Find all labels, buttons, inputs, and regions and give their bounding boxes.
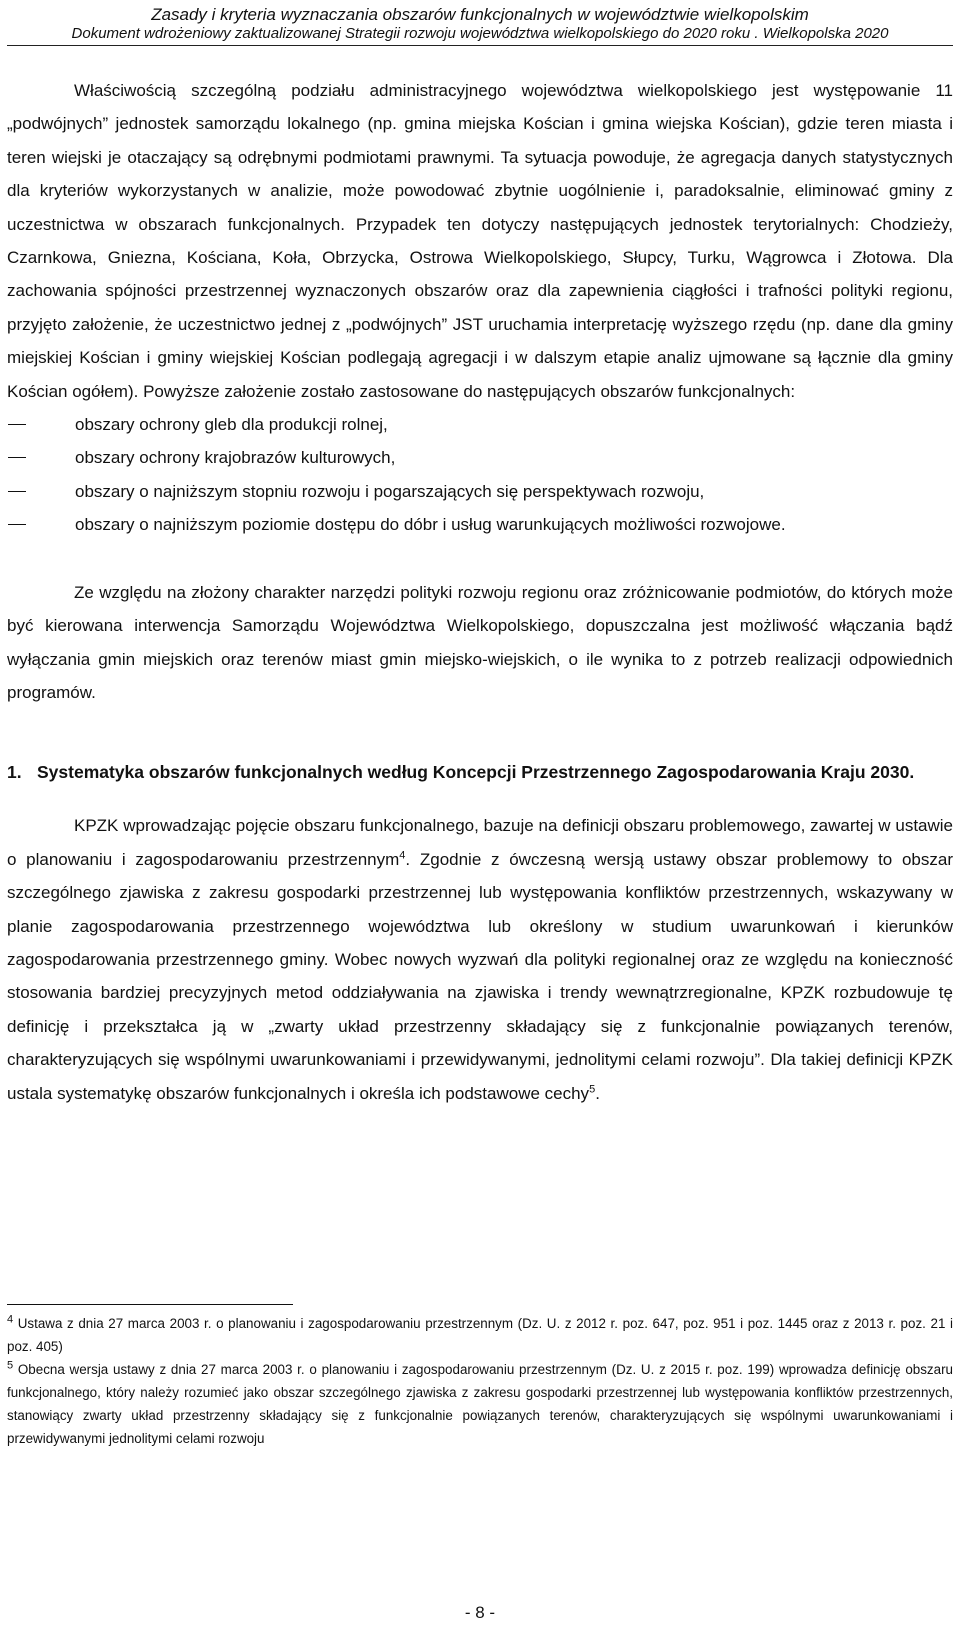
section-number: 1. — [7, 762, 22, 783]
footnotes — [7, 1312, 953, 1450]
header-subtitle: Dokument wdrożeniowy zaktualizowanej Strategii rozwoju województwa wielkopolskiego do 2020 roku . Wielkopolska 2020 — [71, 25, 889, 42]
section-heading — [7, 757, 953, 787]
paragraph-3 — [7, 809, 953, 1110]
paragraph-1: Właściwością szczególną podziału administracyjnego województwa wielkopolskiego jest występowanie 11 „podwójnych” jednostek samorządu lokalnego (np. gmina miejska Kościan i gmina wiejska Kościan), gdzie teren miasta i teren wiejski je otaczający są odrębnymi podmiotami prawnymi. Ta sytuacja powoduje, że agregacja danych statystycznych dla kryteriów wykorzystanych w analizie, może powodować zbytnie uogólnienie i, paradoksalnie, eliminować gminy z uczestnictwa w obszarach funkcjonalnych. Przypadek ten dotyczy następujących jednostek terytorialnych: Chodzieży, Czarnkowa, Gniezna, Kościana, Koła, Obrzycka, Ostrowa Wielkopolskiego, Słupcy, Turku, Wągrowca i Złotowa. Dla zachowania spójności przestrzennej wyznaczonych obszarów oraz dla zapewnienia ciągłości i trafności polityki regionu, przyjęto założenie, że uczestnictwo jednej z „podwójnych” JST uruchamia interpretację wyższego rzędu (np. dane dla gminy miejskiej Kościan i gminy wiejskiej Kościan podlegają agregacji i w dalszym etapie analiz ujmowane są łącznie dla gminy Kościan ogółem). Powyższe założenie zostało zastosowane do następujących obszarów funkcjonalnych: — [7, 81, 953, 401]
footnote-number: 5 — [7, 1359, 14, 1372]
footnote-number: 4 — [7, 1313, 14, 1326]
dash-list — [7, 408, 953, 542]
footnote-ref-5[interactable]: 5 — [589, 1082, 596, 1095]
list-item-text: obszary o najniższym stopniu rozwoju i pogarszających się perspektywach rozwoju, — [75, 481, 705, 501]
footnote-separator — [7, 1304, 293, 1305]
paragraph-2: Ze względu na złożony charakter narzędzi polityki rozwoju regionu oraz zróżnicowanie podmiotów, do których może być kierowana interwencja Samorządu Województwa Wielkopolskiego, dopuszczalna jest możliwość włączania bądź wyłączania gmin miejskich oraz terenów miast gmin miejsko-wiejskich, o ile wynika to z potrzeb realizacji odpowiednich programów. — [7, 582, 953, 702]
list-item — [7, 508, 953, 541]
list-item-text: obszary ochrony krajobrazów kulturowych, — [75, 448, 396, 468]
page-number: - 8 - — [464, 1603, 496, 1622]
list-item-text: obszary ochrony gleb dla produkcji rolnej, — [75, 415, 388, 435]
footnote-5 — [7, 1358, 953, 1450]
header-rule — [7, 45, 953, 46]
paragraph-3-text-c: . — [595, 1083, 600, 1103]
list-item — [7, 441, 953, 474]
page-body — [7, 74, 953, 1110]
footnote-ref-4[interactable]: 4 — [399, 849, 406, 862]
list-item — [7, 475, 953, 508]
header-title: Zasady i kryteria wyznaczania obszarów funkcjonalnych w województwie wielkopolskim — [151, 5, 809, 24]
section-title: Systematyka obszarów funkcjonalnych według Koncepcji Przestrzennego Zagospodarowania Kraju 2030. — [37, 762, 915, 783]
footnote-text: Ustawa z dnia 27 marca 2003 r. o planowaniu i zagospodarowaniu przestrzennym (Dz. U. z 2012 r. poz. 647, poz. 951 i poz. 1445 oraz z 2013 r. poz. 21 i poz. 405) — [7, 1316, 953, 1354]
footnote-4 — [7, 1312, 953, 1358]
paragraph-3-text-a: KPZK wprowadzając pojęcie obszaru funkcjonalnego, bazuje na definicji obszaru problemowego, zawartej w ustawie o planowaniu i zagospodarowaniu przestrzennym — [7, 816, 953, 869]
footnote-text: Obecna wersja ustawy z dnia 27 marca 2003 r. o planowaniu i zagospodarowaniu przestrzennym (Dz. U. z 2015 r. poz. 199) wprowadza definicję obszaru funkcjonalnego, który należy rozumieć jako obszar szczególnego zjawiska z zakresu gospodarki przestrzennej lub występowania konfliktów przestrzennych, stanowiący zwarty układ przestrzenny składający się z funkcjonalnie powiązanych terenów, charakteryzujących się wspólnymi uwarunkowaniami i przewidywanymi jednolitymi celami rozwoju — [7, 1362, 953, 1446]
list-item — [7, 408, 953, 441]
list-item-text: obszary o najniższym poziomie dostępu do dóbr i usług warunkujących możliwości rozwojowe. — [75, 515, 786, 535]
paragraph-3-text-b: . Zgodnie z ówczesną wersją ustawy obszar problemowy to obszar szczególnego zjawiska z zakresu gospodarki przestrzennej lub występowania konfliktów przestrzennych, wskazywany w planie zagospodarowania przestrzennego województwa lub określony w studium uwarunkowań i kierunków zagospodarowania przestrzennego gminy. Wobec nowych wyzwań dla polityki regionalnej oraz ze względu na konieczność stosowania bardziej precyzyjnych metod oddziaływania na zjawiska i trendy wewnątrzregionalne, KPZK rozbudowuje tę definicję i przekształca ją w „zwarty układ przestrzenny składający się z funkcjonalnie powiązanych terenów, charakteryzujących się wspólnymi uwarunkowaniami i przewidywanymi, jednolitymi celami rozwoju”. Dla takiej definicji KPZK ustala systematykę obszarów funkcjonalnych i określa ich podstawowe cechy — [7, 849, 953, 1103]
